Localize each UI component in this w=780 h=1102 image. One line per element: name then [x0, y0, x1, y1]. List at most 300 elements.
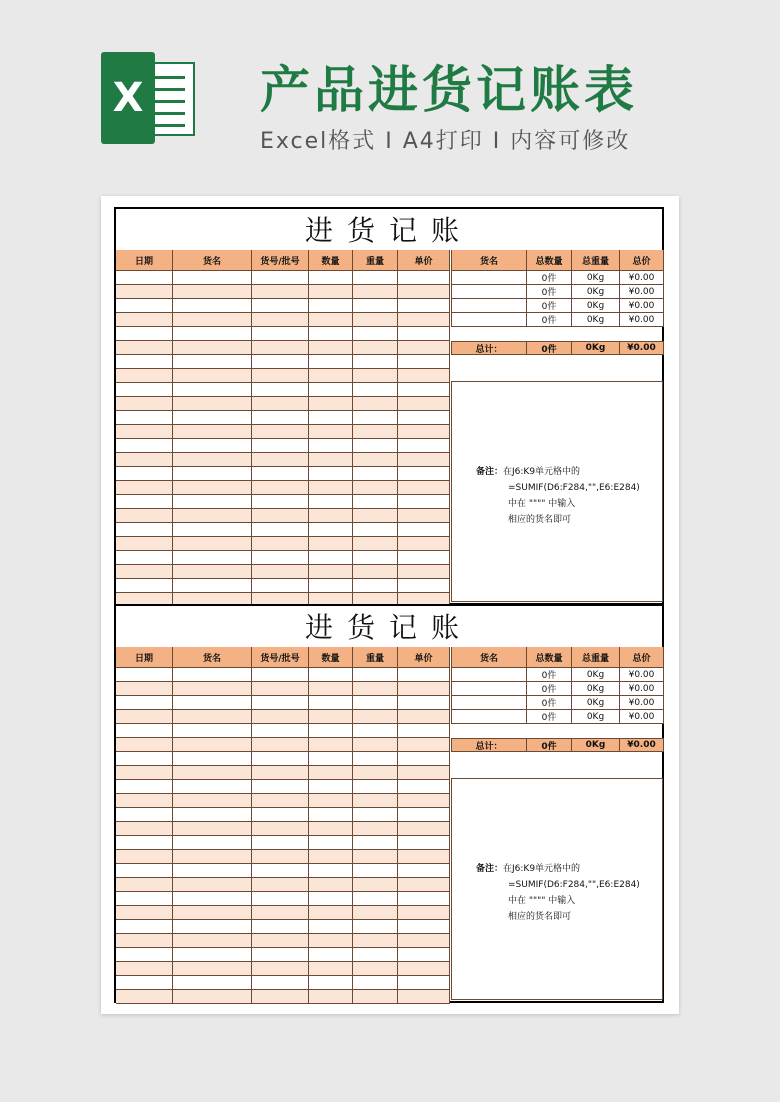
ledger-row-cell[interactable]: [398, 397, 450, 411]
ledger-row-cell[interactable]: [252, 467, 309, 481]
left-header-cell[interactable]: 货名: [173, 647, 252, 668]
ledger-row-cell[interactable]: [309, 551, 353, 565]
ledger-row-cell[interactable]: [398, 948, 450, 962]
ledger-row-cell[interactable]: [173, 892, 252, 906]
ledger-row-cell[interactable]: [116, 271, 173, 285]
ledger-row-cell[interactable]: [116, 355, 173, 369]
ledger-row-cell[interactable]: [398, 738, 450, 752]
ledger-row-cell[interactable]: [252, 906, 309, 920]
ledger-row-cell[interactable]: [309, 892, 353, 906]
ledger-row-cell[interactable]: [252, 752, 309, 766]
ledger-row-cell[interactable]: [309, 369, 353, 383]
ledger-row-cell[interactable]: [116, 551, 173, 565]
ledger-row-cell[interactable]: [116, 439, 173, 453]
ledger-row-cell[interactable]: [252, 836, 309, 850]
ledger-row-cell[interactable]: [173, 397, 252, 411]
ledger-row-cell[interactable]: [173, 710, 252, 724]
ledger-row-cell[interactable]: [252, 425, 309, 439]
summary-row-cell[interactable]: [451, 668, 527, 682]
left-header-cell[interactable]: 数量: [309, 647, 353, 668]
ledger-row-cell[interactable]: [116, 962, 173, 976]
ledger-row-cell[interactable]: [398, 696, 450, 710]
ledger-row-cell[interactable]: [252, 668, 309, 682]
ledger-row-cell[interactable]: [398, 467, 450, 481]
ledger-row-cell[interactable]: [116, 668, 173, 682]
left-header-cell[interactable]: 日期: [116, 250, 173, 271]
ledger-row-cell[interactable]: [252, 934, 309, 948]
ledger-row-cell[interactable]: [353, 551, 398, 565]
ledger-row-cell[interactable]: [173, 934, 252, 948]
ledger-row-cell[interactable]: [116, 523, 173, 537]
left-header-cell[interactable]: 货号/批号: [252, 250, 309, 271]
ledger-row-cell[interactable]: [353, 934, 398, 948]
ledger-row-cell[interactable]: [398, 934, 450, 948]
ledger-row-cell[interactable]: [173, 425, 252, 439]
summary-row-cell[interactable]: [451, 682, 527, 696]
ledger-row-cell[interactable]: [252, 523, 309, 537]
ledger-row-cell[interactable]: [173, 668, 252, 682]
ledger-row-cell[interactable]: [309, 864, 353, 878]
ledger-row-cell[interactable]: [173, 453, 252, 467]
ledger-row-cell[interactable]: [398, 327, 450, 341]
ledger-row-cell[interactable]: [398, 299, 450, 313]
ledger-row-cell[interactable]: [173, 523, 252, 537]
ledger-row-cell[interactable]: [309, 976, 353, 990]
ledger-row-cell[interactable]: [398, 878, 450, 892]
ledger-row-cell[interactable]: [398, 752, 450, 766]
ledger-row-cell[interactable]: [173, 766, 252, 780]
ledger-row-cell[interactable]: [252, 710, 309, 724]
ledger-row-cell[interactable]: [309, 948, 353, 962]
summary-row-cell[interactable]: ¥0.00: [620, 668, 664, 682]
ledger-row-cell[interactable]: [252, 383, 309, 397]
summary-row-cell[interactable]: 0Kg: [572, 271, 620, 285]
ledger-row-cell[interactable]: [309, 808, 353, 822]
ledger-row-cell[interactable]: [353, 850, 398, 864]
ledger-row-cell[interactable]: [173, 752, 252, 766]
ledger-row-cell[interactable]: [173, 467, 252, 481]
ledger-row-cell[interactable]: [252, 878, 309, 892]
ledger-row-cell[interactable]: [309, 495, 353, 509]
ledger-row-cell[interactable]: [398, 313, 450, 327]
ledger-row-cell[interactable]: [252, 285, 309, 299]
ledger-row-cell[interactable]: [173, 836, 252, 850]
ledger-row-cell[interactable]: [116, 537, 173, 551]
ledger-row-cell[interactable]: [398, 523, 450, 537]
ledger-row-cell[interactable]: [173, 481, 252, 495]
ledger-row-cell[interactable]: [353, 509, 398, 523]
ledger-row-cell[interactable]: [116, 864, 173, 878]
ledger-row-cell[interactable]: [309, 934, 353, 948]
ledger-row-cell[interactable]: [116, 920, 173, 934]
ledger-row-cell[interactable]: [353, 822, 398, 836]
ledger-row-cell[interactable]: [309, 822, 353, 836]
ledger-row-cell[interactable]: [353, 752, 398, 766]
ledger-row-cell[interactable]: [173, 565, 252, 579]
ledger-row-cell[interactable]: [398, 906, 450, 920]
ledger-row-cell[interactable]: [398, 850, 450, 864]
ledger-row-cell[interactable]: [116, 467, 173, 481]
ledger-row-cell[interactable]: [173, 551, 252, 565]
ledger-row-cell[interactable]: [173, 369, 252, 383]
left-header-cell[interactable]: 日期: [116, 647, 173, 668]
summary-row-cell[interactable]: ¥0.00: [620, 696, 664, 710]
ledger-row-cell[interactable]: [173, 341, 252, 355]
ledger-row-cell[interactable]: [353, 864, 398, 878]
ledger-row-cell[interactable]: [353, 948, 398, 962]
summary-row-cell[interactable]: 0Kg: [572, 285, 620, 299]
summary-row-cell[interactable]: ¥0.00: [620, 710, 664, 724]
summary-row-cell[interactable]: 0件: [527, 313, 572, 327]
ledger-row-cell[interactable]: [173, 976, 252, 990]
ledger-row-cell[interactable]: [252, 696, 309, 710]
ledger-row-cell[interactable]: [173, 780, 252, 794]
ledger-row-cell[interactable]: [173, 696, 252, 710]
summary-row-cell[interactable]: 0Kg: [572, 710, 620, 724]
ledger-row-cell[interactable]: [116, 481, 173, 495]
ledger-row-cell[interactable]: [173, 962, 252, 976]
ledger-row-cell[interactable]: [173, 864, 252, 878]
ledger-row-cell[interactable]: [116, 579, 173, 593]
ledger-row-cell[interactable]: [309, 579, 353, 593]
ledger-row-cell[interactable]: [309, 724, 353, 738]
ledger-row-cell[interactable]: [173, 920, 252, 934]
ledger-row-cell[interactable]: [398, 822, 450, 836]
summary-row-cell[interactable]: 0Kg: [572, 682, 620, 696]
ledger-row-cell[interactable]: [353, 495, 398, 509]
ledger-row-cell[interactable]: [173, 355, 252, 369]
ledger-row-cell[interactable]: [309, 738, 353, 752]
ledger-row-cell[interactable]: [353, 710, 398, 724]
ledger-row-cell[interactable]: [173, 579, 252, 593]
ledger-row-cell[interactable]: [353, 313, 398, 327]
ledger-row-cell[interactable]: [353, 355, 398, 369]
ledger-row-cell[interactable]: [173, 383, 252, 397]
ledger-row-cell[interactable]: [173, 537, 252, 551]
ledger-row-cell[interactable]: [173, 906, 252, 920]
ledger-row-cell[interactable]: [398, 920, 450, 934]
ledger-row-cell[interactable]: [173, 990, 252, 1004]
summary-row-cell[interactable]: [451, 696, 527, 710]
summary-total-cell[interactable]: ¥0.00: [620, 341, 664, 355]
summary-row-cell[interactable]: 0件: [527, 710, 572, 724]
summary-row-cell[interactable]: 0Kg: [572, 299, 620, 313]
ledger-row-cell[interactable]: [116, 285, 173, 299]
ledger-row-cell[interactable]: [353, 990, 398, 1004]
ledger-row-cell[interactable]: [398, 892, 450, 906]
ledger-row-cell[interactable]: [116, 453, 173, 467]
summary-row-cell[interactable]: ¥0.00: [620, 285, 664, 299]
ledger-row-cell[interactable]: [252, 495, 309, 509]
summary-header-cell[interactable]: 总数量: [527, 250, 572, 271]
ledger-row-cell[interactable]: [116, 780, 173, 794]
ledger-row-cell[interactable]: [116, 682, 173, 696]
ledger-row-cell[interactable]: [398, 341, 450, 355]
ledger-row-cell[interactable]: [173, 948, 252, 962]
ledger-row-cell[interactable]: [116, 934, 173, 948]
ledger-row-cell[interactable]: [398, 411, 450, 425]
ledger-row-cell[interactable]: [116, 808, 173, 822]
ledger-row-cell[interactable]: [398, 990, 450, 1004]
summary-row-cell[interactable]: [451, 271, 527, 285]
ledger-row-cell[interactable]: [353, 976, 398, 990]
ledger-row-cell[interactable]: [353, 453, 398, 467]
ledger-row-cell[interactable]: [116, 313, 173, 327]
left-header-cell[interactable]: 货名: [173, 250, 252, 271]
ledger-row-cell[interactable]: [252, 551, 309, 565]
ledger-row-cell[interactable]: [353, 411, 398, 425]
ledger-row-cell[interactable]: [252, 313, 309, 327]
ledger-row-cell[interactable]: [173, 327, 252, 341]
ledger-row-cell[interactable]: [309, 794, 353, 808]
ledger-row-cell[interactable]: [252, 822, 309, 836]
ledger-row-cell[interactable]: [116, 299, 173, 313]
summary-row-cell[interactable]: ¥0.00: [620, 682, 664, 696]
ledger-row-cell[interactable]: [309, 850, 353, 864]
ledger-row-cell[interactable]: [309, 341, 353, 355]
ledger-row-cell[interactable]: [173, 285, 252, 299]
ledger-row-cell[interactable]: [252, 738, 309, 752]
ledger-row-cell[interactable]: [116, 509, 173, 523]
ledger-row-cell[interactable]: [353, 808, 398, 822]
ledger-row-cell[interactable]: [353, 327, 398, 341]
ledger-row-cell[interactable]: [116, 425, 173, 439]
ledger-row-cell[interactable]: [252, 355, 309, 369]
ledger-row-cell[interactable]: [116, 948, 173, 962]
summary-total-cell[interactable]: 0Kg: [572, 738, 620, 752]
ledger-row-cell[interactable]: [116, 892, 173, 906]
ledger-row-cell[interactable]: [173, 850, 252, 864]
ledger-row-cell[interactable]: [116, 878, 173, 892]
left-header-cell[interactable]: 货号/批号: [252, 647, 309, 668]
ledger-row-cell[interactable]: [353, 397, 398, 411]
ledger-row-cell[interactable]: [353, 696, 398, 710]
ledger-row-cell[interactable]: [398, 794, 450, 808]
ledger-row-cell[interactable]: [398, 481, 450, 495]
ledger-row-cell[interactable]: [353, 892, 398, 906]
ledger-row-cell[interactable]: [353, 738, 398, 752]
ledger-row-cell[interactable]: [309, 537, 353, 551]
ledger-row-cell[interactable]: [353, 920, 398, 934]
ledger-row-cell[interactable]: [353, 425, 398, 439]
ledger-row-cell[interactable]: [252, 808, 309, 822]
ledger-row-cell[interactable]: [309, 565, 353, 579]
summary-header-cell[interactable]: 货名: [451, 250, 527, 271]
ledger-row-cell[interactable]: [116, 794, 173, 808]
ledger-row-cell[interactable]: [309, 411, 353, 425]
ledger-row-cell[interactable]: [116, 383, 173, 397]
summary-total-cell[interactable]: 总计：: [451, 738, 527, 752]
ledger-row-cell[interactable]: [309, 285, 353, 299]
ledger-row-cell[interactable]: [309, 920, 353, 934]
ledger-row-cell[interactable]: [398, 836, 450, 850]
ledger-row-cell[interactable]: [398, 864, 450, 878]
ledger-row-cell[interactable]: [398, 383, 450, 397]
left-header-cell[interactable]: 重量: [353, 250, 398, 271]
ledger-row-cell[interactable]: [353, 383, 398, 397]
summary-row-cell[interactable]: 0件: [527, 682, 572, 696]
ledger-row-cell[interactable]: [309, 439, 353, 453]
summary-row-cell[interactable]: 0Kg: [572, 313, 620, 327]
ledger-row-cell[interactable]: [309, 383, 353, 397]
ledger-row-cell[interactable]: [173, 724, 252, 738]
summary-header-cell[interactable]: 总重量: [572, 647, 620, 668]
ledger-row-cell[interactable]: [353, 682, 398, 696]
ledger-row-cell[interactable]: [309, 696, 353, 710]
ledger-row-cell[interactable]: [309, 425, 353, 439]
ledger-row-cell[interactable]: [398, 780, 450, 794]
ledger-row-cell[interactable]: [353, 724, 398, 738]
ledger-row-cell[interactable]: [309, 682, 353, 696]
left-header-cell[interactable]: 数量: [309, 250, 353, 271]
summary-row-cell[interactable]: 0Kg: [572, 668, 620, 682]
summary-header-cell[interactable]: 总重量: [572, 250, 620, 271]
ledger-row-cell[interactable]: [309, 313, 353, 327]
summary-header-cell[interactable]: 总数量: [527, 647, 572, 668]
ledger-row-cell[interactable]: [252, 920, 309, 934]
ledger-row-cell[interactable]: [116, 495, 173, 509]
ledger-row-cell[interactable]: [353, 523, 398, 537]
ledger-row-cell[interactable]: [252, 327, 309, 341]
ledger-row-cell[interactable]: [353, 369, 398, 383]
ledger-row-cell[interactable]: [398, 808, 450, 822]
ledger-row-cell[interactable]: [309, 766, 353, 780]
ledger-row-cell[interactable]: [252, 341, 309, 355]
ledger-row-cell[interactable]: [353, 439, 398, 453]
ledger-row-cell[interactable]: [309, 878, 353, 892]
ledger-row-cell[interactable]: [173, 495, 252, 509]
ledger-row-cell[interactable]: [116, 976, 173, 990]
ledger-row-cell[interactable]: [309, 271, 353, 285]
summary-row-cell[interactable]: ¥0.00: [620, 299, 664, 313]
ledger-row-cell[interactable]: [252, 299, 309, 313]
ledger-row-cell[interactable]: [309, 836, 353, 850]
ledger-row-cell[interactable]: [398, 355, 450, 369]
ledger-row-cell[interactable]: [353, 836, 398, 850]
summary-row-cell[interactable]: [451, 710, 527, 724]
ledger-row-cell[interactable]: [309, 523, 353, 537]
summary-row-cell[interactable]: [451, 299, 527, 313]
ledger-row-cell[interactable]: [252, 439, 309, 453]
ledger-row-cell[interactable]: [309, 990, 353, 1004]
ledger-row-cell[interactable]: [116, 369, 173, 383]
ledger-row-cell[interactable]: [252, 481, 309, 495]
ledger-row-cell[interactable]: [252, 892, 309, 906]
summary-total-cell[interactable]: 总计：: [451, 341, 527, 355]
ledger-row-cell[interactable]: [173, 808, 252, 822]
ledger-row-cell[interactable]: [252, 976, 309, 990]
ledger-row-cell[interactable]: [309, 962, 353, 976]
ledger-row-cell[interactable]: [309, 710, 353, 724]
ledger-row-cell[interactable]: [398, 682, 450, 696]
ledger-row-cell[interactable]: [353, 285, 398, 299]
ledger-row-cell[interactable]: [173, 299, 252, 313]
ledger-row-cell[interactable]: [252, 537, 309, 551]
summary-row-cell[interactable]: 0件: [527, 285, 572, 299]
ledger-row-cell[interactable]: [398, 495, 450, 509]
ledger-row-cell[interactable]: [398, 271, 450, 285]
ledger-row-cell[interactable]: [398, 565, 450, 579]
ledger-row-cell[interactable]: [173, 439, 252, 453]
ledger-row-cell[interactable]: [353, 341, 398, 355]
ledger-row-cell[interactable]: [398, 551, 450, 565]
ledger-row-cell[interactable]: [252, 962, 309, 976]
ledger-row-cell[interactable]: [116, 710, 173, 724]
summary-row-cell[interactable]: [451, 313, 527, 327]
left-header-cell[interactable]: 单价: [398, 250, 450, 271]
summary-row-cell[interactable]: 0Kg: [572, 696, 620, 710]
ledger-row-cell[interactable]: [252, 794, 309, 808]
ledger-row-cell[interactable]: [398, 537, 450, 551]
ledger-row-cell[interactable]: [173, 738, 252, 752]
summary-row-cell[interactable]: ¥0.00: [620, 313, 664, 327]
ledger-row-cell[interactable]: [116, 696, 173, 710]
summary-header-cell[interactable]: 总价: [620, 250, 664, 271]
ledger-row-cell[interactable]: [116, 906, 173, 920]
ledger-row-cell[interactable]: [353, 271, 398, 285]
ledger-row-cell[interactable]: [252, 397, 309, 411]
ledger-row-cell[interactable]: [398, 710, 450, 724]
ledger-row-cell[interactable]: [252, 411, 309, 425]
ledger-row-cell[interactable]: [252, 565, 309, 579]
summary-total-cell[interactable]: ¥0.00: [620, 738, 664, 752]
ledger-row-cell[interactable]: [116, 752, 173, 766]
summary-row-cell[interactable]: 0件: [527, 696, 572, 710]
ledger-row-cell[interactable]: [398, 976, 450, 990]
ledger-row-cell[interactable]: [116, 990, 173, 1004]
ledger-row-cell[interactable]: [116, 327, 173, 341]
summary-row-cell[interactable]: ¥0.00: [620, 271, 664, 285]
summary-header-cell[interactable]: 总价: [620, 647, 664, 668]
ledger-row-cell[interactable]: [116, 724, 173, 738]
ledger-row-cell[interactable]: [252, 990, 309, 1004]
ledger-row-cell[interactable]: [398, 439, 450, 453]
ledger-row-cell[interactable]: [252, 766, 309, 780]
ledger-row-cell[interactable]: [252, 724, 309, 738]
ledger-row-cell[interactable]: [116, 836, 173, 850]
ledger-row-cell[interactable]: [252, 509, 309, 523]
ledger-row-cell[interactable]: [116, 850, 173, 864]
ledger-row-cell[interactable]: [252, 453, 309, 467]
ledger-row-cell[interactable]: [353, 565, 398, 579]
ledger-row-cell[interactable]: [173, 682, 252, 696]
ledger-row-cell[interactable]: [398, 425, 450, 439]
ledger-row-cell[interactable]: [353, 668, 398, 682]
summary-row-cell[interactable]: 0件: [527, 271, 572, 285]
ledger-row-cell[interactable]: [116, 397, 173, 411]
ledger-row-cell[interactable]: [309, 481, 353, 495]
ledger-row-cell[interactable]: [173, 411, 252, 425]
ledger-row-cell[interactable]: [173, 822, 252, 836]
ledger-row-cell[interactable]: [398, 369, 450, 383]
ledger-row-cell[interactable]: [173, 878, 252, 892]
summary-total-cell[interactable]: 0件: [527, 341, 572, 355]
ledger-row-cell[interactable]: [116, 565, 173, 579]
ledger-row-cell[interactable]: [398, 724, 450, 738]
ledger-row-cell[interactable]: [252, 369, 309, 383]
ledger-row-cell[interactable]: [173, 794, 252, 808]
ledger-row-cell[interactable]: [353, 299, 398, 313]
summary-header-cell[interactable]: 货名: [451, 647, 527, 668]
ledger-row-cell[interactable]: [116, 738, 173, 752]
ledger-row-cell[interactable]: [309, 780, 353, 794]
left-header-cell[interactable]: 单价: [398, 647, 450, 668]
ledger-row-cell[interactable]: [353, 962, 398, 976]
ledger-row-cell[interactable]: [353, 481, 398, 495]
ledger-row-cell[interactable]: [252, 948, 309, 962]
ledger-row-cell[interactable]: [353, 467, 398, 481]
ledger-row-cell[interactable]: [116, 766, 173, 780]
